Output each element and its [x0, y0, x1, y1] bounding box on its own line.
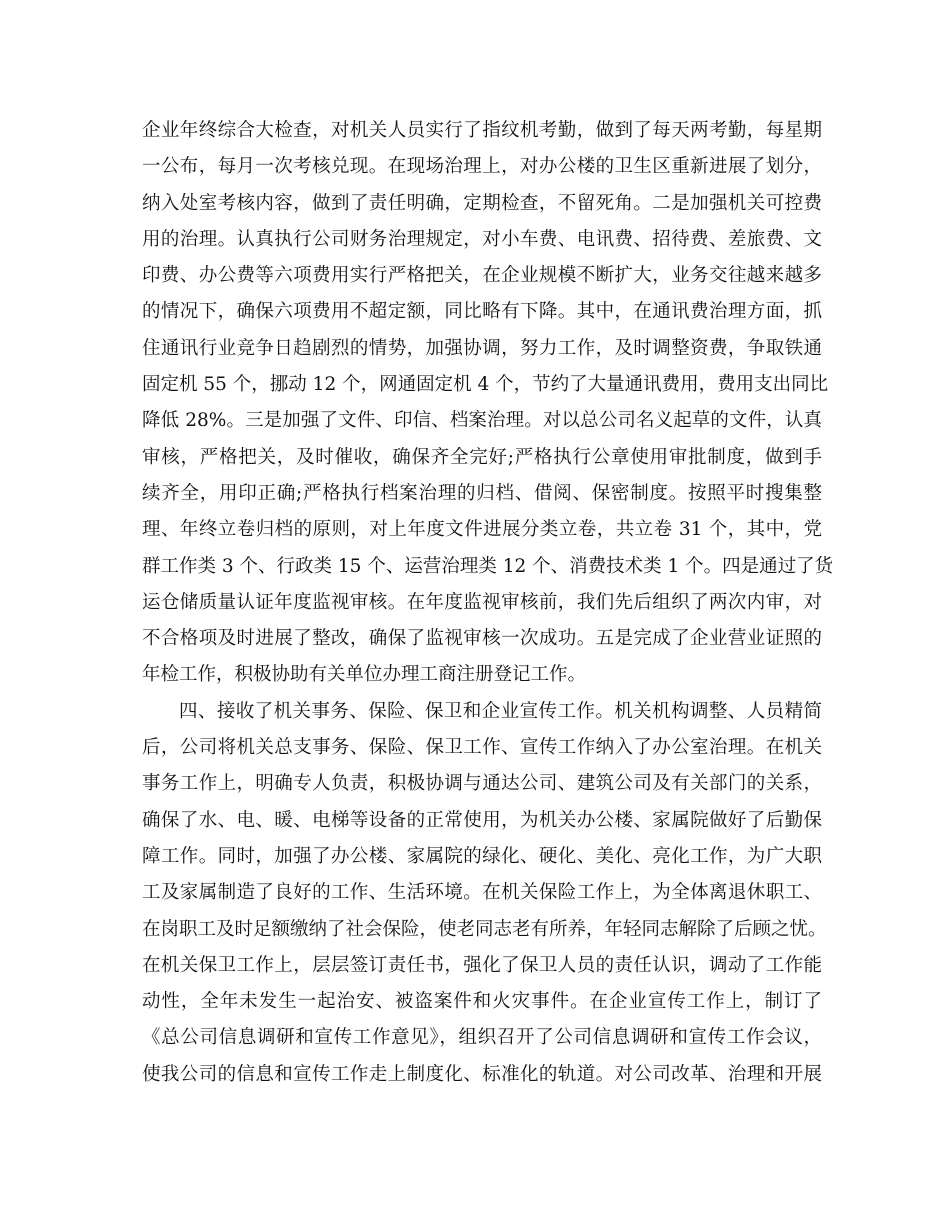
text-line: 在机关保卫工作上，层层签订责任书，强化了保卫人员的责任认识，调动了工作能 — [142, 954, 822, 976]
body-text — [142, 113, 834, 1093]
paragraph-start-line: 四、接收了机关事务、保险、保卫和企业宣传工作。机关机构调整、人员精简 — [179, 700, 822, 722]
text-line: 动性，全年未发生一起治安、被盗案件和火灾事件。在企业宣传工作上，制订了 — [142, 991, 822, 1013]
text-line: 印费、办公费等六项费用实行严格把关，在企业规模不断扩大，业务交往越来越多 — [142, 265, 822, 287]
text-line: 运仓储质量认证年度监视审核。在年度监视审核前，我们先后组织了两次内审，对 — [142, 591, 822, 613]
text-line: 群工作类 3 个、行政类 15 个、运营治理类 12 个、消费技术类 1 个。四是通过了货 — [142, 555, 834, 577]
text-line: 住通讯行业竞争日趋剧烈的情势，加强协调，努力工作，及时调整资费，争取铁通 — [142, 337, 822, 359]
text-line: 后，公司将机关总支事务、保险、保卫工作、宣传工作纳入了办公室治理。在机关 — [142, 737, 822, 759]
text-line: 事务工作上，明确专人负责，积极协调与通达公司、建筑公司及有关部门的关系， — [142, 773, 822, 795]
text-line: 在岗职工及时足额缴纳了社会保险，使老同志老有所养，年轻同志解除了后顾之忧。 — [142, 918, 827, 940]
text-line: 固定机 55 个，挪动 12 个，网通固定机 4 个，节约了大量通讯费用，费用支出同比 — [142, 374, 829, 396]
text-line: 用的治理。认真执行公司财务治理规定，对小车费、电讯费、招待费、差旅费、文 — [142, 228, 822, 250]
text-line: 理、年终立卷归档的原则，对上年度文件进展分类立卷，共立卷 31 个，其中，党 — [142, 519, 822, 541]
text-line: 的情况下，确保六项费用不超定额，同比略有下降。其中，在通讯费治理方面，抓 — [142, 301, 822, 323]
text-line: 审核，严格把关，及时催收，确保齐全完好;严格执行公章使用审批制度，做到手 — [142, 446, 822, 468]
text-line: 纳入处室考核内容，做到了责任明确，定期检查，不留死角。二是加强机关可控费 — [142, 192, 822, 214]
text-line: 一公布，每月一次考核兑现。在现场治理上，对办公楼的卫生区重新进展了划分， — [142, 156, 822, 178]
text-line: 确保了水、电、暖、电梯等设备的正常使用，为机关办公楼、家属院做好了后勤保 — [142, 809, 822, 831]
text-line: 工及家属制造了良好的工作、生活环境。在机关保险工作上，为全体离退休职工、 — [142, 882, 822, 904]
text-line: 使我公司的信息和宣传工作走上制度化、标准化的轨道。对公司改革、治理和开展 — [142, 1063, 822, 1085]
text-line: 《总公司信息调研和宣传工作意见》，组织召开了公司信息调研和宣传工作会议， — [142, 1027, 822, 1049]
text-line: 年检工作，积极协助有关单位办理工商注册登记工作。 — [142, 664, 587, 686]
text-line: 企业年终综合大检查，对机关人员实行了指纹机考勤，做到了每天两考勤，每星期 — [142, 120, 822, 141]
text-line: 障工作。同时，加强了办公楼、家属院的绿化、硬化、美化、亮化工作，为广大职 — [142, 845, 822, 867]
text-line: 降低 28%。三是加强了文件、印信、档案治理。对以总公司名义起草的文件，认真 — [142, 410, 822, 432]
text-line: 续齐全，用印正确;严格执行档案治理的归档、借阅、保密制度。按照平时搜集整 — [142, 482, 822, 504]
text-line: 不合格项及时进展了整改，确保了监视审核一次成功。五是完成了企业营业证照的 — [142, 628, 822, 650]
